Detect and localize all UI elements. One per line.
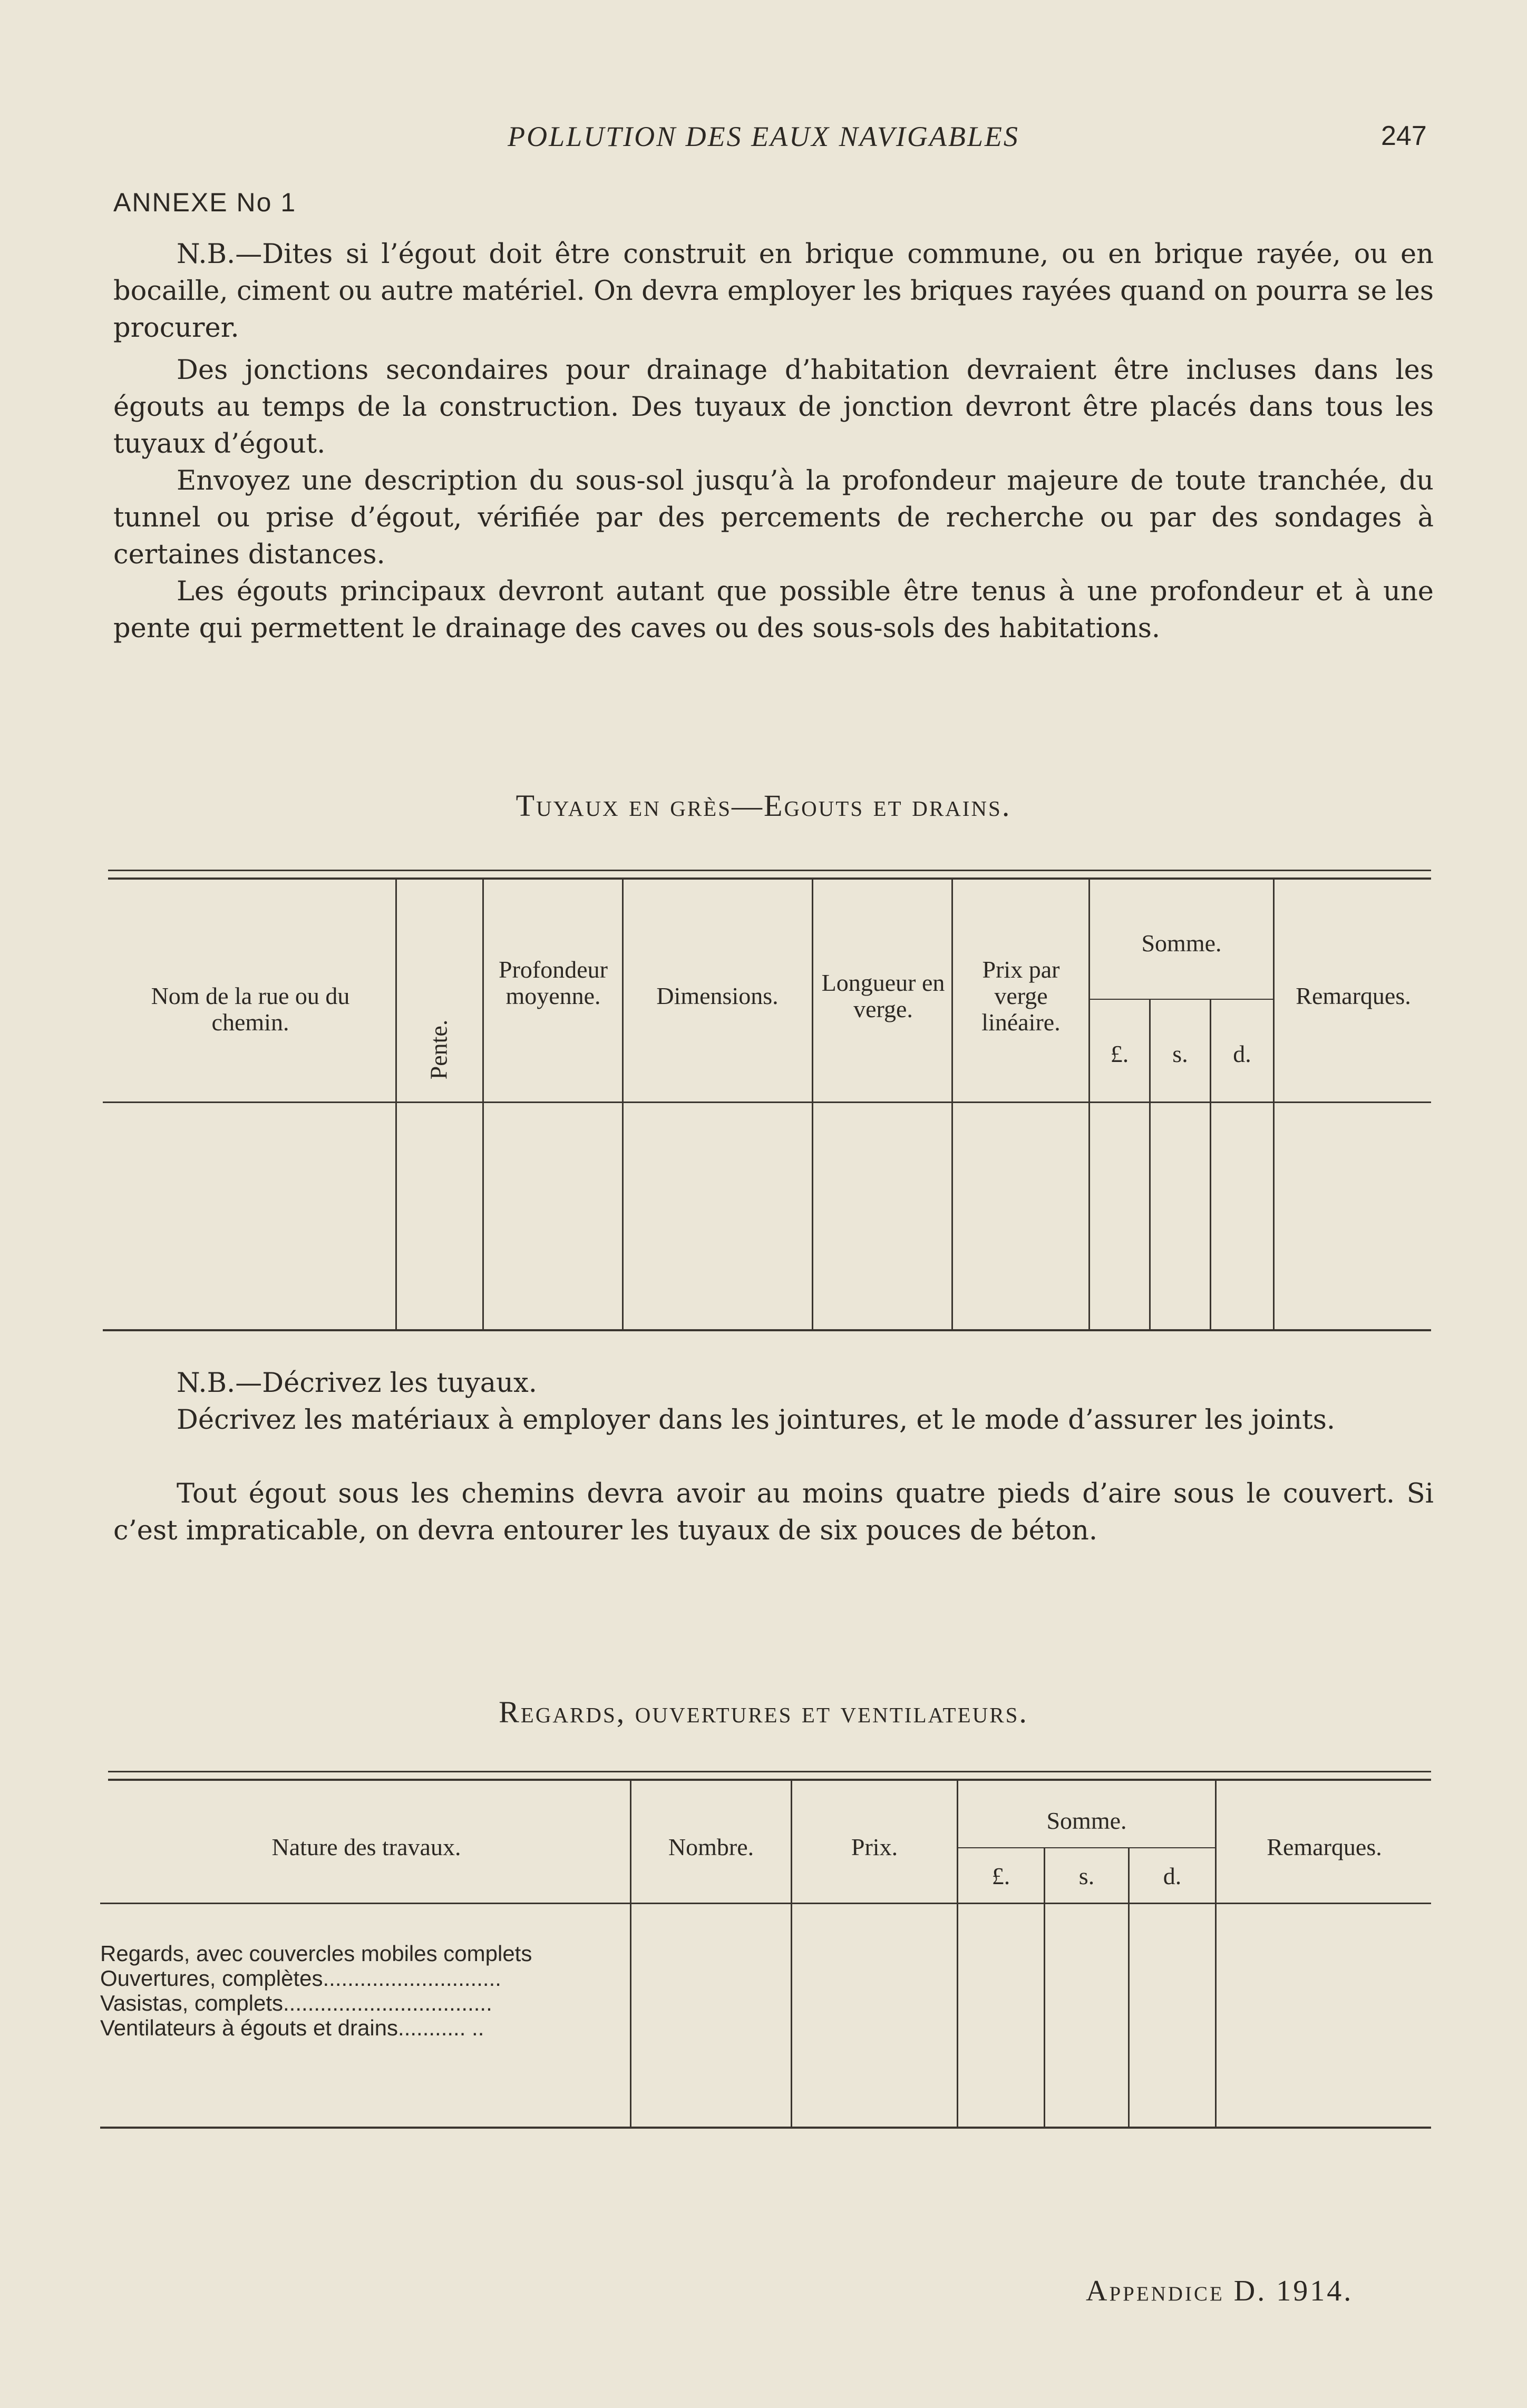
table1-somme-rule (1088, 999, 1273, 1000)
table2-col-line (630, 1780, 631, 2128)
table1-title: Tuyaux en grès—Egouts et drains. (516, 788, 1011, 823)
table1-header-pente: Pente. (425, 1019, 452, 1080)
table1-header-shilling: s. (1172, 1040, 1188, 1067)
table1-top-rule (108, 870, 1431, 871)
table1-header-remarques: Remarques. (1296, 982, 1411, 1009)
table2-col-line (1128, 1848, 1130, 2128)
table1-col-line (1273, 879, 1275, 1330)
table1-header-pence: d. (1233, 1040, 1251, 1067)
paragraph-nb-brique: N.B.—Dites si l’égout doit être construit en brique commune, ou en brique rayée, ou en bocaille, ciment ou autre matériel. On devra employer les briques rayées quand on pourra se les procurer. (113, 239, 1434, 344)
table2-row-ventilateurs: Ventilateurs à égouts et drains........... .. (100, 2015, 484, 2040)
table1-col-line (395, 879, 397, 1330)
table2-header-somme: Somme. (1046, 1807, 1127, 1834)
table2-header-nombre: Nombre. (668, 1834, 754, 1860)
table2-title: Regards, ouvertures et ventilateurs. (499, 1695, 1028, 1729)
table2-col-line (791, 1780, 792, 2128)
table2-bottom-rule (100, 2127, 1431, 2129)
running-header-title: POLLUTION DES EAUX NAVIGABLES (508, 121, 1019, 152)
table1-top-rule-thick (108, 878, 1431, 880)
table2-col-line (1044, 1848, 1045, 2128)
table1-header-prix: Prix par verge linéaire. (981, 956, 1061, 1036)
table1-bottom-rule (103, 1329, 1431, 1331)
paragraph-quatre-pieds: Tout égout sous les chemins devra avoir au moins quatre pieds d’aire sous le couvert. Si c’est impraticable, on devra entourer les tuyaux de six pouces de béton. (113, 1478, 1434, 1546)
table2-header-remarques: Remarques. (1267, 1834, 1382, 1860)
table2-top-rule-thick (108, 1779, 1431, 1781)
table1-header-dimensions: Dimensions. (656, 982, 779, 1009)
table2-header-shilling: s. (1078, 1863, 1095, 1889)
table2-header-pence: d. (1163, 1863, 1182, 1889)
table2-row-ouvertures: Ouvertures, complètes............................. (100, 1966, 501, 1991)
table1-header-rule (103, 1101, 1431, 1103)
page-number: 247 (1381, 121, 1427, 151)
table1-header-somme: Somme. (1141, 930, 1222, 957)
paragraph-jointures: Décrivez les matériaux à employer dans les jointures, et le mode d’assurer les joints. (177, 1405, 1336, 1436)
table1-header-longueur: Longueur en verge. (821, 969, 945, 1022)
paragraph-nb-tuyaux: N.B.—Décrivez les tuyaux. (177, 1368, 537, 1399)
table1-header-profondeur: Profondeur moyenne. (499, 956, 608, 1009)
table2-col-line (1215, 1780, 1217, 2128)
table1-header-nom: Nom de la rue ou du chemin. (151, 982, 350, 1036)
paragraph-egouts-principaux: Les égouts principaux devront autant que possible être tenus à une profondeur et à une pente qui permettent le drainage des caves ou des sous-sols des habitations. (113, 576, 1434, 644)
paragraph-sous-sol: Envoyez une description du sous-sol jusqu’à la profondeur majeure de toute tranchée, du tunnel ou prise d’égout, vérifiée par des percements de recherche ou par des sondages à certaines distances. (113, 465, 1434, 570)
table1-col-line (482, 879, 484, 1330)
table2-header-pound: £. (991, 1863, 1010, 1889)
table2-row-vasistas: Vasistas, complets.................................. (100, 1991, 492, 2015)
table2-header-rule (100, 1903, 1431, 1904)
table1-col-line (812, 879, 813, 1330)
table1-col-line (622, 879, 624, 1330)
table1-col-line (951, 879, 953, 1330)
page-footer: Appendice D. 1914. (1086, 2275, 1354, 2307)
table2-header-prix: Prix. (851, 1834, 898, 1860)
paragraph-jonctions: Des jonctions secondaires pour drainage d’habitation devraient être incluses dans les égouts au temps de la construction. Des tuyaux de jonction devront être placés dans tous les tuyaux d’égout. (113, 355, 1434, 460)
table1-header-pound: £. (1110, 1040, 1129, 1067)
table2-somme-rule (957, 1847, 1215, 1848)
table2-top-rule (108, 1771, 1431, 1772)
table2-row-regards: Regards, avec couvercles mobiles complets (100, 1941, 532, 1966)
table2-header-nature: Nature des travaux. (271, 1834, 461, 1860)
annexe-heading: ANNEXE No 1 (113, 188, 297, 217)
